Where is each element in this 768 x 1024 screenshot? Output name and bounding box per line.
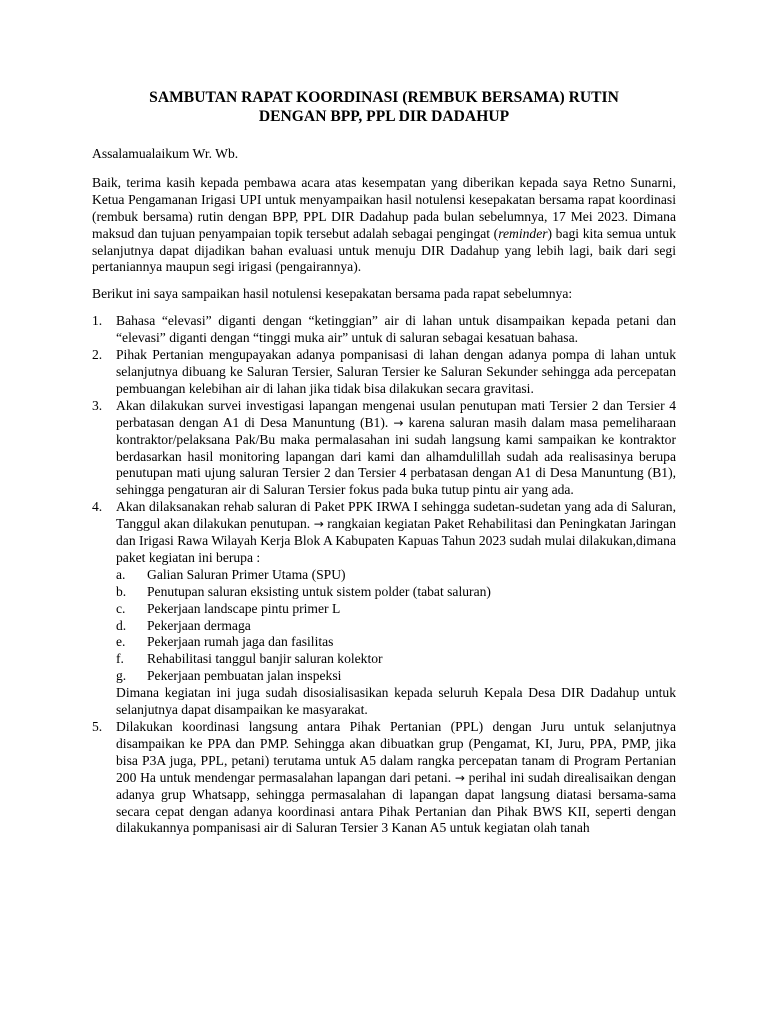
item-number: 4. <box>92 499 103 515</box>
sub-item-letter: d. <box>116 617 127 633</box>
right-arrow-icon: → <box>313 517 324 532</box>
sub-list-item <box>116 668 676 685</box>
item-text: Dimana kegiatan ini juga sudah disosialisasikan kepada seluruh Kepala Desa DIR Dadahup untuk selanjutnya dapat disampaikan ke masyarakat. <box>116 685 676 718</box>
sub-item-text: Penutupan saluran eksisting untuk sistem polder (tabat saluran) <box>147 583 491 599</box>
notulensi-list <box>92 313 676 837</box>
item-number: 2. <box>92 347 103 363</box>
title-line-2: DENGAN BPP, PPL DIR DADAHUP <box>258 108 510 125</box>
sub-list-item <box>116 584 676 601</box>
sub-list-item <box>116 601 676 618</box>
item-number: 5. <box>92 719 103 734</box>
sub-list-item <box>116 618 676 635</box>
list-item <box>92 347 676 398</box>
item-text: Pihak Pertanian mengupayakan adanya pompanisasi di lahan dengan adanya pompa di lahan untuk selanjutnya dibuang ke Saluran Tersier, Saluran Tersier ke Saluran Sekunder sehingga ada percepatan pembuangan kelebihan air di lahan jika tidak bisa dilakukan secara gravitasi. <box>116 347 676 396</box>
sub-item-letter: a. <box>116 566 126 582</box>
sub-list-item <box>116 634 676 651</box>
sub-list-item <box>116 651 676 668</box>
item-number: 3. <box>92 397 103 413</box>
item-text: karena saluran masih dalam masa pemeliharaan kontraktor/pelaksana Pak/Bu maka permalasahan ini sudah langsung kami sampaikan ke kontraktor berdasarkan hasil monitoring lapangan dari kami dan alhamdulillah sudah ada realisasinya berupa penutupan mati ujung saluran Tersier 2 dan Tersier 4 perbatasan dengan A1 di Desa Manuntung (B1), sehingga pengaturan air di Saluran Tersier fokus pada buka tutup pintu air yang ada. <box>116 414 677 498</box>
greeting: Assalamualaikum Wr. Wb. <box>92 146 239 161</box>
list-item <box>92 313 676 347</box>
document-title <box>92 88 676 126</box>
item-text: Akan dilaksanakan rehab saluran di Paket PPK IRWA I sehingga sudetan-sudetan yang ada di Saluran, Tanggul akan dilakukan penutupan. <box>116 499 676 532</box>
opening-paragraph <box>92 175 676 276</box>
list-intro: Berikut ini saya sampaikan hasil notulensi kesepakatan bersama pada rapat sebelumnya: <box>92 286 573 302</box>
sub-item-letter: c. <box>116 600 126 616</box>
right-arrow-icon: → <box>393 415 404 430</box>
list-item <box>92 499 676 719</box>
sub-item-text: Rehabilitasi tanggul banjir saluran kolektor <box>147 651 383 667</box>
sub-item-text: Pekerjaan landscape pintu primer L <box>147 600 341 616</box>
item-number: 1. <box>92 313 103 329</box>
sub-item-letter: e. <box>116 634 126 650</box>
item-text: Dilakukan koordinasi langsung antara Pihak Pertanian (PPL) dengan Juru untuk selanjutnya disampaikan ke PPA dan PMP. Sehingga akan dibuatkan grup (Pengamat, KI, Juru, PPA, PMP, jika bisa P3A juga, PPL, petani) terutama untuk A5 dalam rangka percepatan tanam di Program Pertanian 200 Ha untuk mendengar permasalahan lapangan dari petani. <box>116 719 676 785</box>
item-text: rangkaian kegiatan Paket Rehabilitasi dan Peningkatan Jaringan dan Irigasi Rawa Wilayah Kerja Blok A Kabupaten Kapuas Tahun 2023 sudah mulai dilakukan,dimana paket kegiatan ini berupa : <box>116 516 676 565</box>
sub-list-item <box>116 567 676 584</box>
title-line-1: SAMBUTAN RAPAT KOORDINASI (REMBUK BERSAMA) RUTIN <box>149 89 619 106</box>
sub-list <box>116 567 676 685</box>
opening-text-a: Baik, terima kasih kepada pembawa acara atas kesempatan yang diberikan kepada saya Retno Sunarni, Ketua Pengamanan Irigasi UPI untuk menyampaikan hasil notulensi kesepakatan bersama rapat koordinasi (rembuk bersama) rutin dengan BPP, PPL DIR Dadahup pada bulan sebelumnya, 17 Mei 2023. Dimana maksud dan tujuan penyampaian topik tersebut adalah sebagai pengingat ( <box>92 174 676 241</box>
sub-item-text: Pekerjaan pembuatan jalan inspeksi <box>147 668 342 684</box>
item-text: Bahasa “elevasi” diganti dengan “ketinggian” air di lahan untuk disampaikan kepada petani dan “elevasi” diganti dengan “tinggi muka air” untuk di saluran sebagai kesatuan bahasa. <box>116 313 676 346</box>
sub-item-letter: b. <box>116 583 127 599</box>
sub-item-letter: g. <box>116 668 127 684</box>
list-item <box>92 398 676 499</box>
sub-item-text: Galian Saluran Primer Utama (SPU) <box>147 566 346 582</box>
sub-item-text: Pekerjaan dermaga <box>147 617 251 633</box>
item-text: perihal ini sudah direalisaikan dengan adanya grup Whatsapp, sehingga permasalahan di lapangan dapat langsung diatasi bersama-sama secara cepat dengan adanya koordinasi antara Pihak Pertanian dan Pihak BWS KII, seperti dengan dilakukannya pompanisasi air di Saluran Tersier 3 Kanan A5 untuk kegiatan olah tanah <box>116 769 677 836</box>
sub-item-letter: f. <box>116 651 124 667</box>
right-arrow-icon: → <box>454 770 465 785</box>
opening-italic-term: reminder <box>498 225 548 241</box>
sub-item-text: Pekerjaan rumah jaga dan fasilitas <box>147 634 334 650</box>
opening-text-b: ) bagi kita semua untuk selanjutnya dapat dijadikan bahan evaluasi untuk menuju DIR Dadahup yang lebih lagi, baik dari segi pertaniannya maupun segi irigasi (pengairannya). <box>92 225 676 275</box>
item-text: Akan dilakukan survei investigasi lapangan mengenai usulan penutupan mati Tersier 2 dan Tersier 4 perbatasan dengan A1 di Desa Manuntung (B1). <box>116 397 676 430</box>
list-item <box>92 719 676 837</box>
